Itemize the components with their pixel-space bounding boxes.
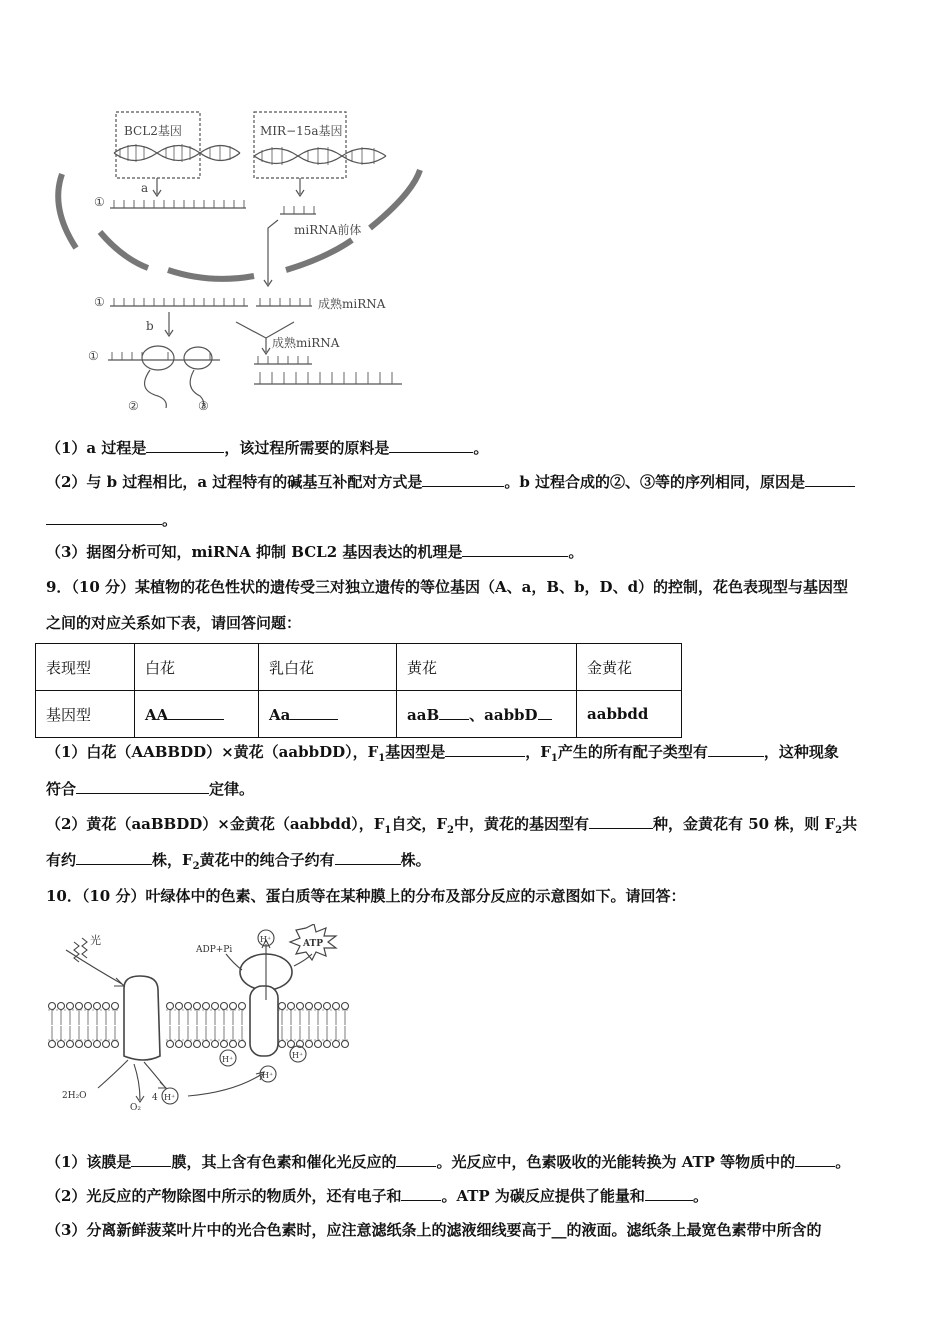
answer-blank[interactable] — [335, 850, 401, 865]
q9-intro-line1: 9．（10 分）某植物的花色性状的遗传受三对独立遗传的等位基因（A、a，B、b，D、d）的控制，花色表现型与基因型 — [46, 578, 849, 596]
answer-blank[interactable] — [290, 705, 338, 720]
oxygen-label: O₂ — [130, 1103, 141, 1110]
adp-label: ADP+Pi — [196, 945, 233, 955]
strand-1-bottom-label: ① — [88, 349, 99, 363]
table-row — [36, 691, 682, 738]
ribosome-2 — [184, 347, 212, 369]
mir15a-gene-label: MIR−15a基因 — [260, 124, 343, 138]
q8-part1: （1）a 过程是 ，该过程所需要的原料是 。 — [46, 439, 489, 457]
q8-part2: （2）与 b 过程相比，a 过程特有的碱基互补配对方式是 。b 过程合成的②、③等的序列相同，原因是 — [46, 472, 855, 492]
answer-blank[interactable] — [389, 438, 473, 453]
answer-blank[interactable] — [131, 1152, 171, 1167]
mirna-precursor-label: miRNA前体 — [294, 223, 362, 237]
table-cell-yellow: aaB 、aabbD — [397, 691, 577, 738]
genotype-table — [35, 643, 682, 738]
answer-blank[interactable] — [396, 1152, 436, 1167]
table-header-cell: 乳白花 — [259, 644, 397, 691]
water-label: 2H₂O — [62, 1091, 87, 1101]
table-cell-white: AA — [135, 691, 259, 738]
answer-blank[interactable] — [422, 472, 504, 487]
proton-top-label: H⁺ — [260, 935, 272, 944]
answer-blank[interactable] — [46, 510, 162, 525]
thylakoid-membrane-figure — [44, 924, 364, 1110]
table-header-cell: 金黄花 — [577, 644, 682, 691]
bcl2-gene-label: BCL2基因 — [124, 124, 182, 138]
q9-part2-cont: 有约 株，$F_2$黄花中的纯合子约有 株。 — [46, 851, 431, 872]
table-cell-golden: aabbdd — [577, 691, 682, 738]
q8-part3: （3）据图分析可知，miRNA 抑制 BCL2 基因表达的机理是 。 — [46, 543, 584, 561]
q9-intro-line2: 之间的对应关系如下表，请回答问题： — [46, 614, 302, 632]
process-b-label: b — [146, 319, 154, 333]
answer-blank[interactable] — [76, 779, 209, 794]
proton-inner-label-2: H⁺ — [292, 1051, 304, 1060]
bcl2-gene-box — [116, 112, 200, 178]
answer-blank[interactable] — [589, 814, 653, 829]
answer-blank[interactable] — [76, 850, 152, 865]
mir15a-gene-box — [254, 112, 346, 178]
q10-part3: （3）分离新鲜菠菜叶片中的光合色素时，应注意滤纸条上的滤液细线要高于__的液面。滤纸条上最宽色素带中所含的 — [46, 1221, 822, 1239]
q10-part2: （2）光反应的产物除图中所示的物质外，还有电子和 。ATP 为碳反应提供了能量和 。 — [46, 1187, 708, 1205]
q9-part1: （1）白花（AABBDD）×黄花（aabbDD），$F_1$基因型是 ，$F_1$产生的所有配子类型有 ，这种现象 — [46, 743, 839, 764]
table-row-label: 基因型 — [36, 691, 135, 738]
q9-part2: （2）黄花（aaBBDD）×金黄花（aabbdd），$F_1$自交，$F_2$中，黄花的基因型有 种，金黄花有 50 株，则 $F_2$共 — [46, 815, 858, 836]
answer-blank[interactable] — [439, 705, 469, 720]
proton-inner-label-1: H⁺ — [222, 1055, 234, 1064]
answer-blank[interactable] — [538, 705, 552, 720]
answer-blank[interactable] — [645, 1186, 693, 1201]
atp-synthase-channel — [250, 986, 278, 1056]
answer-blank[interactable] — [445, 742, 525, 757]
q8-part2-cont: 。 — [46, 510, 177, 530]
answer-blank[interactable] — [805, 472, 855, 487]
light-label: 光 — [90, 934, 101, 947]
strand-1-cyto-label: ① — [94, 295, 105, 309]
strand-1-label: ① — [94, 195, 105, 209]
q10-part1: （1）该膜是 膜，其上含有色素和催化光反应的 。光反应中，色素吸收的光能转换为 ATP 等物质中的 。 — [46, 1153, 851, 1171]
table-header-cell: 表现型 — [36, 644, 135, 691]
ribosome-1 — [142, 346, 174, 370]
atp-label: ATP — [303, 939, 323, 949]
proton-4h-label: H⁺ — [164, 1093, 176, 1102]
answer-blank[interactable] — [795, 1152, 835, 1167]
table-header-cell: 白花 — [135, 644, 259, 691]
q9-part1-cont: 符合 定律。 — [46, 780, 255, 798]
product-3-label: ③ — [198, 399, 209, 413]
answer-blank[interactable] — [401, 1186, 441, 1201]
product-2-label: ② — [128, 399, 139, 413]
answer-blank[interactable] — [462, 542, 568, 557]
mature-mirna-label-1: 成熟miRNA — [318, 297, 386, 311]
answer-blank[interactable] — [168, 705, 224, 720]
mirna-regulation-figure — [40, 108, 440, 418]
answer-blank[interactable] — [708, 742, 764, 757]
proton-inner-label-3: H⁺ — [262, 1071, 274, 1080]
four-label: 4 — [152, 1093, 158, 1103]
mature-mirna-label-2: 成熟miRNA — [272, 336, 340, 350]
answer-blank[interactable] — [146, 438, 224, 453]
photosystem-protein — [124, 976, 160, 1060]
table-row — [36, 644, 682, 691]
process-a-label: a — [141, 181, 149, 195]
q10-intro: 10．（10 分）叶绿体中的色素、蛋白质等在某种膜上的分布及部分反应的示意图如下。请回答： — [46, 887, 686, 905]
table-cell-milk: Aa — [259, 691, 397, 738]
table-header-cell: 黄花 — [397, 644, 577, 691]
